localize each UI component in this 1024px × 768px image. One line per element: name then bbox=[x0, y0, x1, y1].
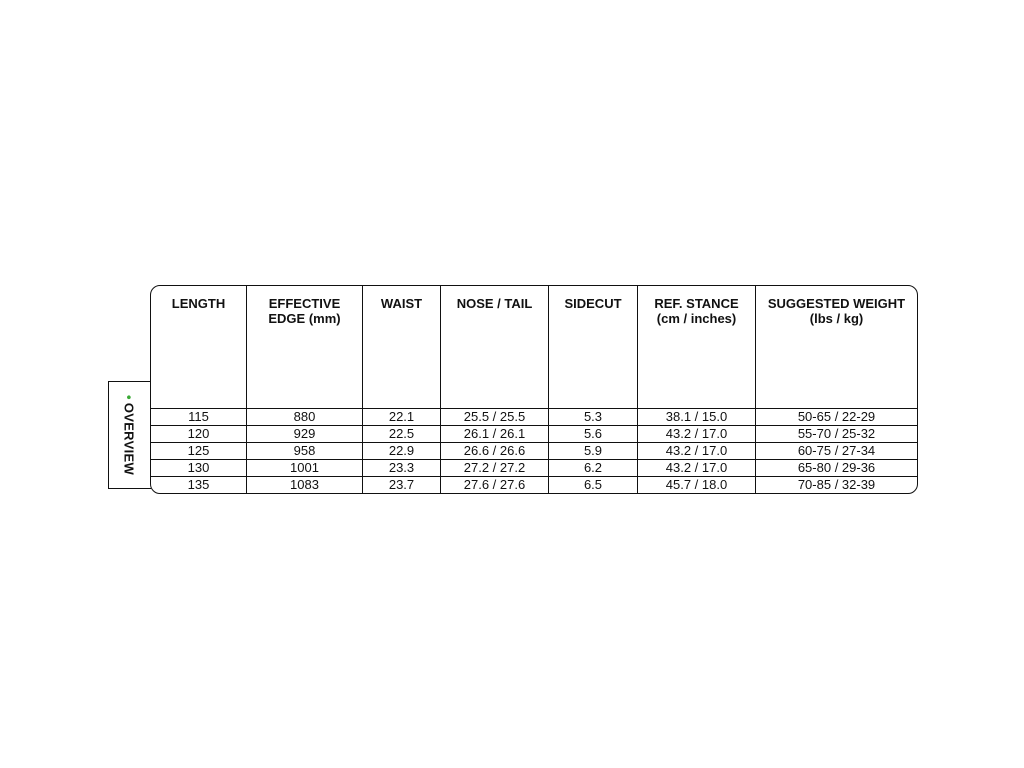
cell-ref-stance: 38.1 / 15.0 bbox=[638, 408, 756, 425]
cell-waist: 22.9 bbox=[363, 442, 441, 459]
cell-waist: 23.3 bbox=[363, 459, 441, 476]
cell-waist: 23.7 bbox=[363, 476, 441, 493]
cell-ref-stance: 43.2 / 17.0 bbox=[638, 442, 756, 459]
cell-length: 125 bbox=[151, 442, 247, 459]
cell-nose-tail: 26.6 / 26.6 bbox=[441, 442, 549, 459]
cell-ref-stance: 45.7 / 18.0 bbox=[638, 476, 756, 493]
cell-length: 135 bbox=[151, 476, 247, 493]
cell-ref-stance: 43.2 / 17.0 bbox=[638, 459, 756, 476]
header-length: LENGTH bbox=[151, 286, 247, 408]
cell-suggested-weight: 65-80 / 29-36 bbox=[756, 459, 917, 476]
cell-sidecut: 6.2 bbox=[549, 459, 638, 476]
cell-suggested-weight: 70-85 / 32-39 bbox=[756, 476, 917, 493]
size-spec-table bbox=[150, 285, 918, 494]
overview-text: OVERVIEW bbox=[121, 402, 137, 476]
cell-suggested-weight: 60-75 / 27-34 bbox=[756, 442, 917, 459]
overview-label bbox=[123, 395, 136, 475]
header-waist: WAIST bbox=[363, 286, 441, 408]
table-row bbox=[151, 459, 917, 476]
table-row bbox=[151, 476, 917, 493]
cell-length: 130 bbox=[151, 459, 247, 476]
cell-length: 115 bbox=[151, 408, 247, 425]
cell-suggested-weight: 50-65 / 22-29 bbox=[756, 408, 917, 425]
cell-effective-edge: 958 bbox=[247, 442, 363, 459]
cell-suggested-weight: 55-70 / 25-32 bbox=[756, 425, 917, 442]
cell-sidecut: 5.9 bbox=[549, 442, 638, 459]
header-suggested-weight: SUGGESTED WEIGHT (lbs / kg) bbox=[767, 296, 906, 326]
cell-sidecut: 5.6 bbox=[549, 425, 638, 442]
header-ref-stance: REF. STANCE (cm / inches) bbox=[638, 286, 756, 408]
table-row bbox=[151, 408, 917, 425]
cell-effective-edge: 1083 bbox=[247, 476, 363, 493]
header-row bbox=[151, 286, 917, 408]
cell-nose-tail: 27.6 / 27.6 bbox=[441, 476, 549, 493]
cell-ref-stance: 43.2 / 17.0 bbox=[638, 425, 756, 442]
cell-sidecut: 6.5 bbox=[549, 476, 638, 493]
header-effective-edge: EFFECTIVE EDGE (mm) bbox=[247, 286, 363, 408]
table-row bbox=[151, 442, 917, 459]
cell-length: 120 bbox=[151, 425, 247, 442]
cell-waist: 22.5 bbox=[363, 425, 441, 442]
cell-effective-edge: 929 bbox=[247, 425, 363, 442]
cell-sidecut: 5.3 bbox=[549, 408, 638, 425]
cell-effective-edge: 1001 bbox=[247, 459, 363, 476]
cell-nose-tail: 25.5 / 25.5 bbox=[441, 408, 549, 425]
header-sidecut: SIDECUT bbox=[549, 286, 638, 408]
table-row bbox=[151, 425, 917, 442]
green-dot-icon: • bbox=[121, 394, 137, 400]
header-nose-tail: NOSE / TAIL bbox=[441, 286, 549, 408]
cell-nose-tail: 26.1 / 26.1 bbox=[441, 425, 549, 442]
cell-waist: 22.1 bbox=[363, 408, 441, 425]
cell-effective-edge: 880 bbox=[247, 408, 363, 425]
cell-nose-tail: 27.2 / 27.2 bbox=[441, 459, 549, 476]
